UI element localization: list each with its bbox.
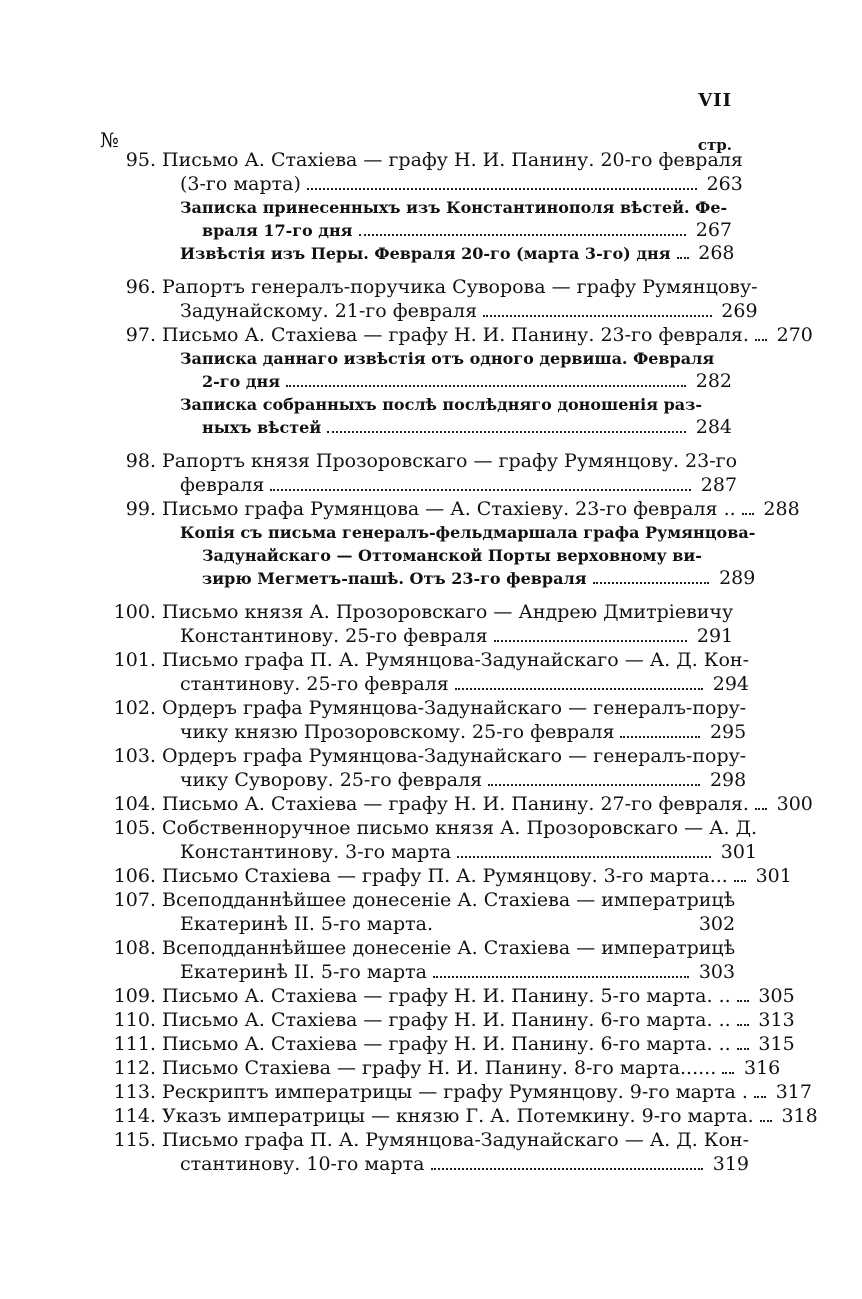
page-ref: 268 <box>698 242 735 264</box>
entry-line <box>162 936 735 960</box>
dot-leader <box>734 880 746 882</box>
entry-number: 111. <box>113 1033 156 1055</box>
entry-title-text: стантинову. 10-го марта <box>180 1153 425 1175</box>
entry-line <box>180 393 732 416</box>
entry-title-text: Константинову. 25-го февраля <box>180 625 488 647</box>
page-ref: 301 <box>755 865 792 887</box>
dot-leader <box>455 688 703 690</box>
toc-subentry <box>180 347 732 393</box>
entry-line <box>162 888 735 912</box>
entry-number: 104. <box>113 793 156 815</box>
dot-leader <box>737 1024 749 1026</box>
toc-entry <box>100 1008 795 1032</box>
entry-line <box>162 1104 818 1128</box>
page-ref: 305 <box>758 985 795 1007</box>
toc-entry <box>100 696 747 744</box>
page-ref: 301 <box>720 841 758 863</box>
entry-line <box>162 648 749 672</box>
page-ref: 303 <box>698 961 736 983</box>
page-ref: 282 <box>695 370 732 392</box>
entry-number: 105. <box>113 817 156 839</box>
page-ref: 269 <box>721 300 758 322</box>
entry-body <box>180 347 732 393</box>
entry-line <box>162 960 735 984</box>
entry-title-text: Всеподданнѣйшее донесеніе А. Стахіева — императрицѣ <box>162 937 736 959</box>
entry-title-text: Письмо А. Стахіева — графу Н. И. Панину. 23-го февраля. <box>162 324 749 346</box>
entry-title-text: Письмо А. Стахіева — графу Н. И. Панину. 27-го февраля. <box>162 793 749 815</box>
dot-leader <box>755 808 767 810</box>
entry-number: 115. <box>113 1129 156 1151</box>
entry-line <box>162 912 735 936</box>
entry-body <box>180 521 755 590</box>
entry-body <box>162 275 758 323</box>
page-ref: 316 <box>744 1057 781 1079</box>
entry-line <box>162 449 737 473</box>
dot-leader <box>737 1048 749 1050</box>
entry-title-text: Константинову. 3-го марта <box>180 841 452 863</box>
entry-body <box>180 393 732 439</box>
dot-leader <box>760 1120 772 1122</box>
entry-title-text: Ордеръ графа Румянцова-Задунайскаго — генералъ-пору- <box>162 697 747 719</box>
entry-body <box>162 323 813 347</box>
dot-leader <box>270 489 691 491</box>
page-ref: 291 <box>696 625 734 647</box>
entry-line <box>162 473 737 497</box>
entry-line <box>180 196 732 219</box>
entry-line <box>180 544 755 567</box>
entry-line <box>162 864 792 888</box>
entry-body <box>162 1128 749 1176</box>
entry-body <box>162 696 746 744</box>
toc-entry <box>100 936 736 984</box>
dot-leader <box>754 1096 766 1098</box>
entry-number: 108. <box>113 937 156 959</box>
entry-body <box>162 1080 812 1104</box>
entry-number: 110. <box>113 1009 156 1031</box>
dot-leader <box>327 431 686 433</box>
entry-line <box>162 792 813 816</box>
entry-line <box>180 567 755 590</box>
toc-entry <box>100 600 732 648</box>
page-ref: 288 <box>763 498 800 520</box>
toc-entry <box>100 1032 795 1056</box>
entry-line <box>162 1008 795 1032</box>
entry-title-text: Письмо А. Стахіева — графу Н. И. Панину. 20-го февраля <box>162 149 743 171</box>
entry-title-text: Письмо графа П. А. Румянцова-Задунайскаго — А. Д. Кон- <box>162 1129 750 1151</box>
entry-title-text: Собственноручное письмо князя А. Прозоровскаго — А. Д. <box>162 817 758 839</box>
entry-line <box>180 370 732 393</box>
page-ref: 300 <box>776 793 813 815</box>
entry-line <box>162 744 746 768</box>
entry-line <box>162 497 800 521</box>
dot-leader <box>488 784 700 786</box>
entry-body <box>162 1056 780 1080</box>
entry-title-text: Письмо графа Румянцова — А. Стахіеву. 23-го февраля .. <box>162 498 736 520</box>
page-ref: 319 <box>712 1153 750 1175</box>
entry-line <box>180 242 735 265</box>
toc-subentry <box>180 521 756 590</box>
entry-title-text: Письмо Стахіева — графу П. А. Румянцову. 3-го марта... <box>162 865 728 887</box>
dot-leader <box>433 976 689 978</box>
toc-entry <box>100 148 743 196</box>
entry-number: 113. <box>113 1081 156 1103</box>
entry-title-text: Ордеръ графа Румянцова-Задунайскаго — генералъ-пору- <box>162 745 747 767</box>
entry-line <box>162 840 757 864</box>
entry-body <box>162 816 757 864</box>
entry-title-text: (3-го марта) <box>180 173 301 195</box>
entry-body <box>162 600 733 648</box>
entry-line <box>162 600 733 624</box>
entry-line <box>180 347 732 370</box>
entry-line <box>162 323 813 347</box>
entry-body <box>162 648 749 696</box>
dot-leader <box>286 385 686 387</box>
entry-title-text: Письмо графа П. А. Румянцова-Задунайскаго — А. Д. Кон- <box>162 649 750 671</box>
entry-body <box>162 1032 795 1056</box>
page-ref: 313 <box>758 1009 795 1031</box>
entry-title-text: Записка принесенныхъ изъ Константинополя вѣстей. Фе- <box>180 198 728 217</box>
entry-body <box>162 497 800 521</box>
page-ref: 298 <box>709 769 747 791</box>
entry-title-text: Извѣстія изъ Перы. Февраля 20-го (марта 3-го) дня <box>180 244 671 263</box>
entry-title-text: Рапортъ князя Прозоровскаго — графу Румянцову. 23-го <box>162 450 738 472</box>
page-ref: 294 <box>712 673 750 695</box>
page-ref: 287 <box>700 474 738 496</box>
entry-title-text: Задунайскаго — Оттоманской Порты верховному ви- <box>202 546 702 565</box>
page-ref: 263 <box>706 173 743 195</box>
dot-leader <box>737 1000 749 1002</box>
entry-number: 96. <box>125 276 156 298</box>
entry-line <box>162 624 733 648</box>
toc-entry <box>100 323 813 347</box>
entry-title-text: чику Суворову. 25-го февраля <box>180 769 483 791</box>
entry-line <box>162 172 743 196</box>
toc-subentry <box>180 242 735 265</box>
entry-body <box>162 744 746 792</box>
toc-entry <box>100 984 795 1008</box>
page-ref: 318 <box>781 1105 818 1127</box>
toc-entry <box>100 1080 812 1104</box>
toc-entry <box>100 449 738 497</box>
toc-subentry <box>180 196 732 242</box>
dot-leader <box>494 640 688 642</box>
entry-title-text: Письмо Стахіева — графу Н. И. Панину. 8-го марта...... <box>162 1057 717 1079</box>
page-ref: 317 <box>775 1081 812 1103</box>
entry-body <box>162 792 813 816</box>
entry-line <box>162 768 746 792</box>
entry-number: 106. <box>113 865 156 887</box>
entry-line <box>162 1032 795 1056</box>
table-of-contents <box>100 148 818 1176</box>
entry-title-text: Письмо А. Стахіева — графу Н. И. Панину. 5-го марта. .. <box>162 985 731 1007</box>
entry-title-text: враля 17-го дня <box>202 221 353 240</box>
entry-number: 99. <box>125 498 156 520</box>
toc-entry <box>100 888 736 936</box>
entry-number: 95. <box>125 149 156 171</box>
entry-title-text: февраля <box>180 474 265 496</box>
toc-entry <box>100 497 800 521</box>
entry-title-text: чику князю Прозоровскому. 25-го февраля <box>180 721 615 743</box>
entry-number: 114. <box>113 1105 156 1127</box>
entry-title-text: Указъ императрицы — князю Г. А. Потемкину. 9-го марта. <box>162 1105 754 1127</box>
entry-number: 98. <box>125 450 156 472</box>
dot-leader <box>457 856 711 858</box>
entry-line <box>162 816 757 840</box>
entry-line <box>162 148 743 172</box>
entry-title-text: Всеподданнѣйшее донесеніе А. Стахіева — императрицѣ <box>162 889 736 911</box>
entry-body <box>180 196 732 242</box>
entry-number: 103. <box>113 745 156 767</box>
entry-title-text: Екатеринѣ II. 5-го марта. <box>180 913 433 935</box>
entry-line <box>180 219 732 242</box>
toc-entry <box>100 1128 750 1176</box>
entry-body <box>162 936 735 984</box>
dot-leader <box>359 234 687 236</box>
entry-number: 109. <box>113 985 156 1007</box>
toc-entry <box>100 792 813 816</box>
dot-leader <box>620 736 700 738</box>
dot-leader <box>483 315 711 317</box>
entry-body <box>180 242 735 265</box>
entry-number: 112. <box>113 1057 156 1079</box>
toc-entry <box>100 1104 818 1128</box>
toc-entry <box>100 1056 781 1080</box>
entry-body <box>162 148 743 196</box>
entry-body <box>162 1008 795 1032</box>
page-column-label: стр. <box>697 136 732 154</box>
dot-leader <box>722 1072 734 1074</box>
entry-line <box>162 696 746 720</box>
entry-title-text: Задунайскому. 21-го февраля <box>180 300 478 322</box>
entry-title-text: Рескриптъ императрицы — графу Румянцову. 9-го марта . <box>162 1081 748 1103</box>
entry-title-text: Записка даннаго извѣстія отъ одного дервиша. Февраля <box>180 349 715 368</box>
entry-title-text: Рапортъ генералъ-поручика Суворова — графу Румянцову- <box>162 276 758 298</box>
entry-body <box>162 449 737 497</box>
page-number: VII <box>698 90 732 111</box>
number-column-label: № <box>100 128 119 152</box>
entry-title-text: стантинову. 25-го февраля <box>180 673 449 695</box>
toc-entry <box>100 864 792 888</box>
entry-title-text: Письмо А. Стахіева — графу Н. И. Панину. 6-го марта. .. <box>162 1033 731 1055</box>
entry-title-text: Письмо князя А. Прозоровскаго — Андрею Дмитріевичу <box>162 601 734 623</box>
entry-body <box>162 1104 818 1128</box>
dot-leader <box>307 188 697 190</box>
entry-title-text: ныхъ вѣстей <box>202 418 322 437</box>
entry-body <box>162 864 792 888</box>
entry-line <box>162 672 749 696</box>
entry-number: 97. <box>125 324 156 346</box>
entry-title-text: Записка собранныхъ послѣ послѣдняго доношенія раз- <box>180 395 703 414</box>
entry-line <box>162 1152 749 1176</box>
entry-line <box>162 984 795 1008</box>
page-ref: 289 <box>719 567 756 589</box>
entry-title-text: Письмо А. Стахіева — графу Н. И. Панину. 6-го марта. .. <box>162 1009 731 1031</box>
entry-body <box>162 984 795 1008</box>
entry-line <box>162 1056 780 1080</box>
toc-subentry <box>180 393 732 439</box>
entry-line <box>162 275 758 299</box>
toc-entry <box>100 816 758 864</box>
entry-number: 101. <box>113 649 156 671</box>
page-ref: 270 <box>776 324 813 346</box>
toc-entry <box>100 275 758 323</box>
entry-line <box>180 416 732 439</box>
page-ref: 315 <box>758 1033 795 1055</box>
entry-number: 107. <box>113 889 156 911</box>
entry-title-text: Копія съ письма генералъ-фельдмаршала графа Румянцова- <box>180 523 756 542</box>
entry-title-text: Екатеринѣ II. 5-го марта <box>180 961 427 983</box>
dot-leader <box>742 513 754 515</box>
entry-line <box>162 1128 749 1152</box>
page-ref: 267 <box>695 219 732 241</box>
toc-entry <box>100 744 747 792</box>
entry-line <box>162 299 758 323</box>
page-ref: 284 <box>695 416 732 438</box>
entry-title-text: зирю Мегметъ-пашѣ. Отъ 23-го февраля <box>202 569 587 588</box>
entry-number: 100. <box>113 601 156 623</box>
entry-line <box>162 1080 812 1104</box>
entry-body <box>162 888 735 936</box>
dot-leader <box>677 257 689 259</box>
page-ref: 295 <box>709 721 747 743</box>
dot-leader <box>755 339 767 341</box>
entry-title-text: 2-го дня <box>202 372 281 391</box>
entry-number: 102. <box>113 697 156 719</box>
page-ref: 302 <box>698 913 736 935</box>
toc-entry <box>100 648 750 696</box>
entry-line <box>180 521 755 544</box>
dot-leader <box>431 1168 704 1170</box>
entry-line <box>162 720 746 744</box>
dot-leader <box>593 582 710 584</box>
